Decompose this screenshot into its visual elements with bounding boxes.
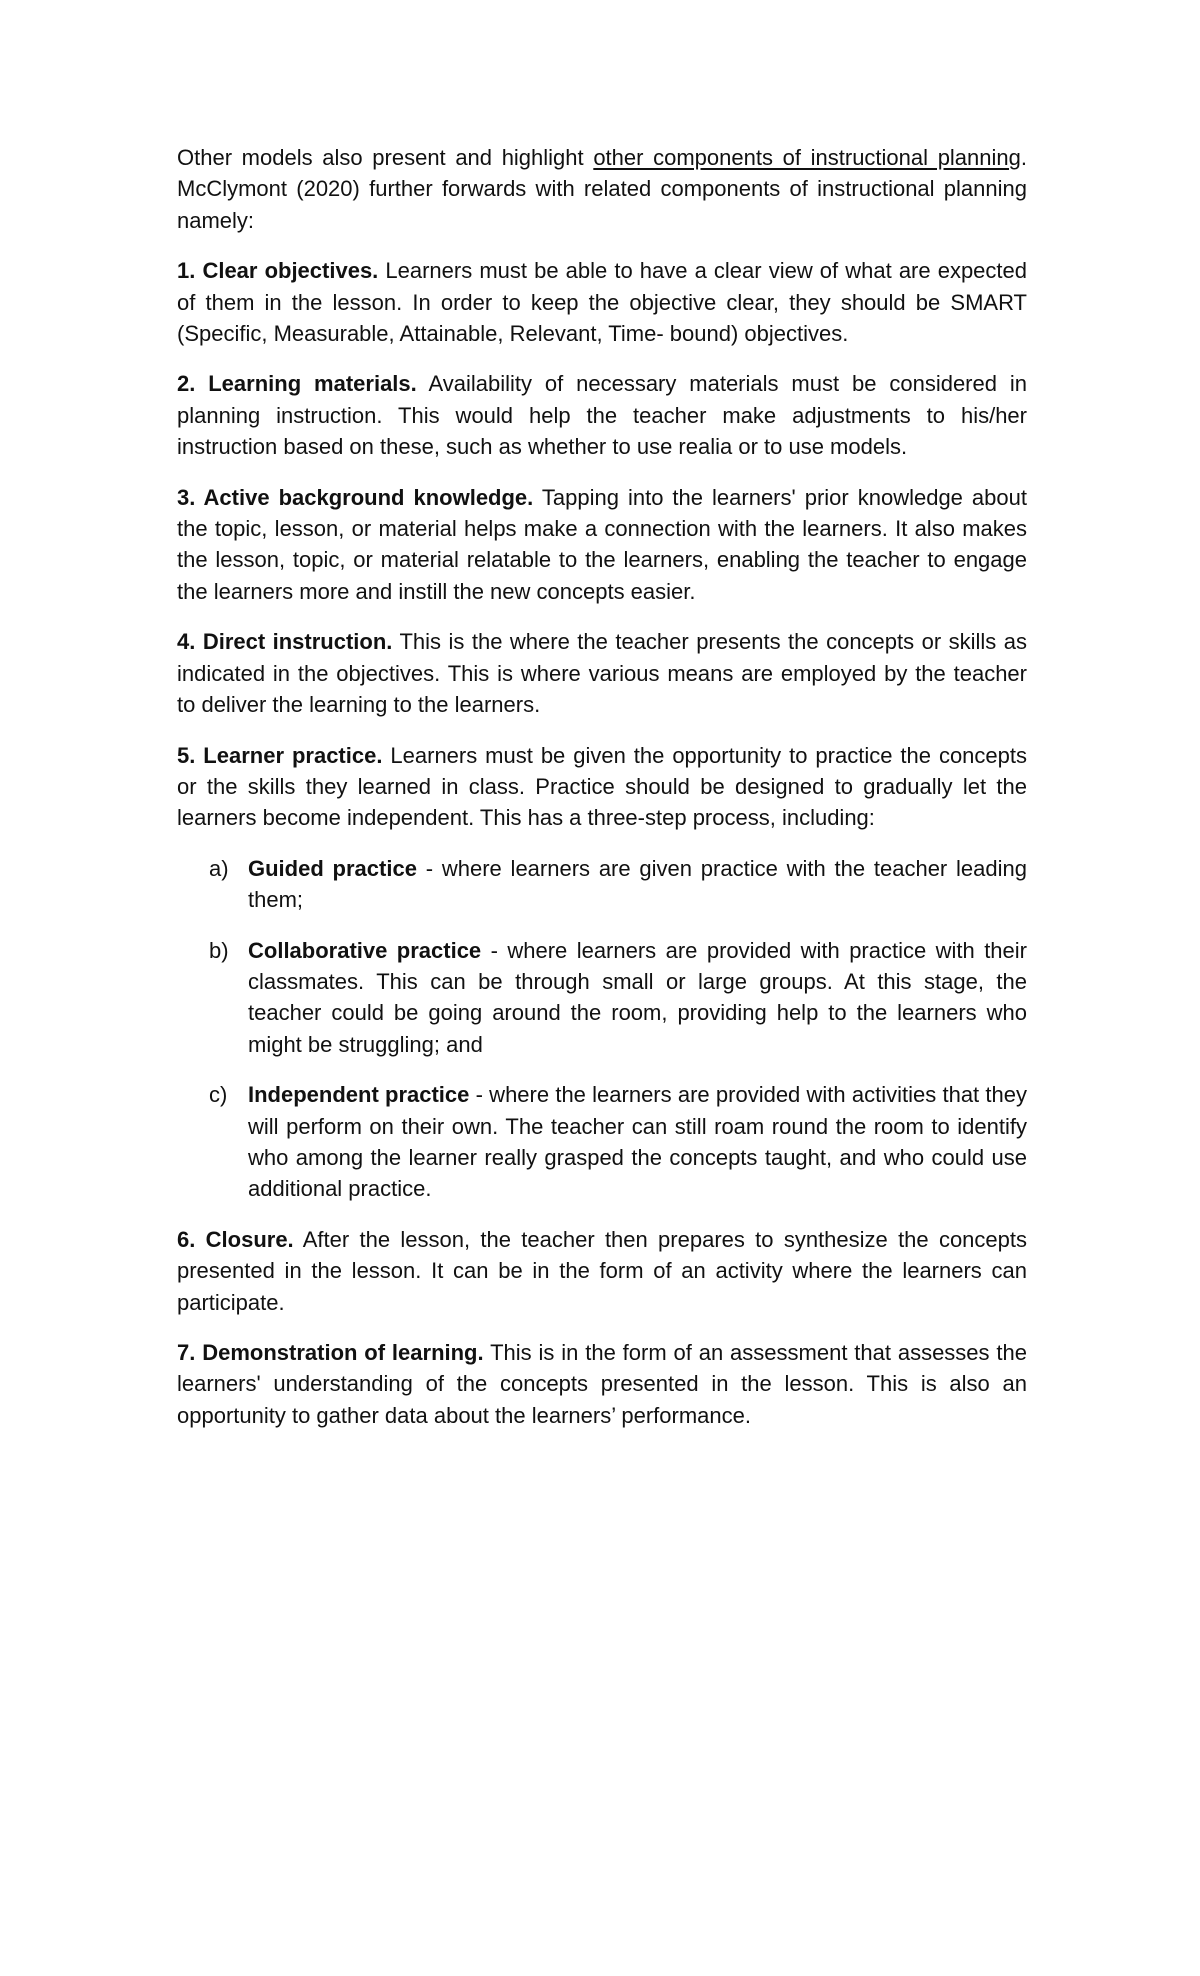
subitem-body: [248, 1079, 1027, 1205]
subitem-body: [248, 935, 1027, 1061]
item-text: This is the where the teacher presents the concepts or skills as indicated in the objectives. This is where various means are employed by the teacher to deliver the learning to the learners.: [177, 629, 1027, 718]
subitem-text: - where learners are given practice with the teacher leading them;: [248, 855, 1027, 913]
item-heading: 2. Learning materials.: [177, 371, 417, 397]
item-text: After the lesson, the teacher then prepares to synthesize the concepts presented in the lesson. It can be in the form of an activity where the learners can participate.: [177, 1226, 1027, 1315]
item-learner-practice: [177, 740, 1027, 834]
item-clear-objectives: [177, 255, 1027, 349]
intro-paragraph: [177, 142, 1027, 236]
subitem-collaborative-practice: [209, 935, 1027, 1061]
item-heading: 7. Demonstration of learning.: [177, 1340, 484, 1365]
item-text: This is in the form of an assessment that assesses the learners' understanding of the concepts presented in the lesson. This is also an opportunity to gather data about the learners’ performance.: [177, 1340, 1027, 1428]
item-heading: 4. Direct instruction.: [177, 629, 393, 655]
subitem-text: - where learners are provided with practice with their classmates. This can be through small or large groups. At this stage, the teacher could be going around the room, providing help to the learners who might be struggling; and: [248, 937, 1027, 1057]
intro-rest: . McClymont (2020) further forwards with related components of instructional planning namely:: [177, 145, 1028, 233]
item-text: Availability of necessary materials must be considered in planning instruction. This would help the teacher make adjustments to his/her instruction based on these, such as whether to use realia or to use models.: [177, 371, 1027, 460]
item-heading: 6. Closure.: [177, 1226, 294, 1252]
intro-link[interactable]: other components of instructional planning: [593, 145, 1021, 170]
item-heading: 1. Clear objectives.: [177, 258, 379, 284]
subitem-term: Independent practice: [248, 1082, 470, 1108]
subitem-text: - where the learners are provided with activities that they will perform on their own. The teacher can still roam round the room to identify who among the learner really grasped the concepts taught, and who could use additional practice.: [248, 1082, 1027, 1202]
item-learning-materials: [177, 368, 1027, 462]
subitem-term: Guided practice: [248, 855, 417, 881]
item-heading: 5. Learner practice.: [177, 742, 383, 768]
item-active-background-knowledge: [177, 482, 1027, 608]
subitem-marker: a): [209, 855, 229, 881]
item-text: Learners must be given the opportunity to practice the concepts or the skills they learned in class. Practice should be designed to gradually let the learners become independent. This has a three-step process, including:: [177, 742, 1027, 831]
intro-lead: Other models also present and highlight: [177, 145, 594, 170]
subitem-guided-practice: [209, 853, 1027, 916]
subitem-body: [248, 853, 1027, 916]
subitem-marker: c): [209, 1082, 228, 1108]
item-direct-instruction: [177, 626, 1027, 720]
subitem-term: Collaborative practice: [248, 937, 482, 963]
item-text: Learners must be able to have a clear view of what are expected of them in the lesson. In order to keep the objective clear, they should be SMART (Specific, Measurable, Attainable, Relevant, Time- bound) objectives.: [177, 258, 1027, 347]
item-demonstration-of-learning: [177, 1337, 1027, 1431]
item-closure: [177, 1224, 1027, 1318]
subitem-marker: b): [209, 937, 229, 963]
subitem-independent-practice: [209, 1079, 1027, 1205]
item-text: Tapping into the learners' prior knowledge about the topic, lesson, or material helps make a connection with the learners. It also makes the lesson, topic, or material relatable to the learners, enabling the teacher to engage the learners more and instill the new concepts easier.: [177, 484, 1027, 604]
document-page: [177, 142, 1027, 1450]
item-heading: 3. Active background knowledge.: [177, 484, 534, 510]
